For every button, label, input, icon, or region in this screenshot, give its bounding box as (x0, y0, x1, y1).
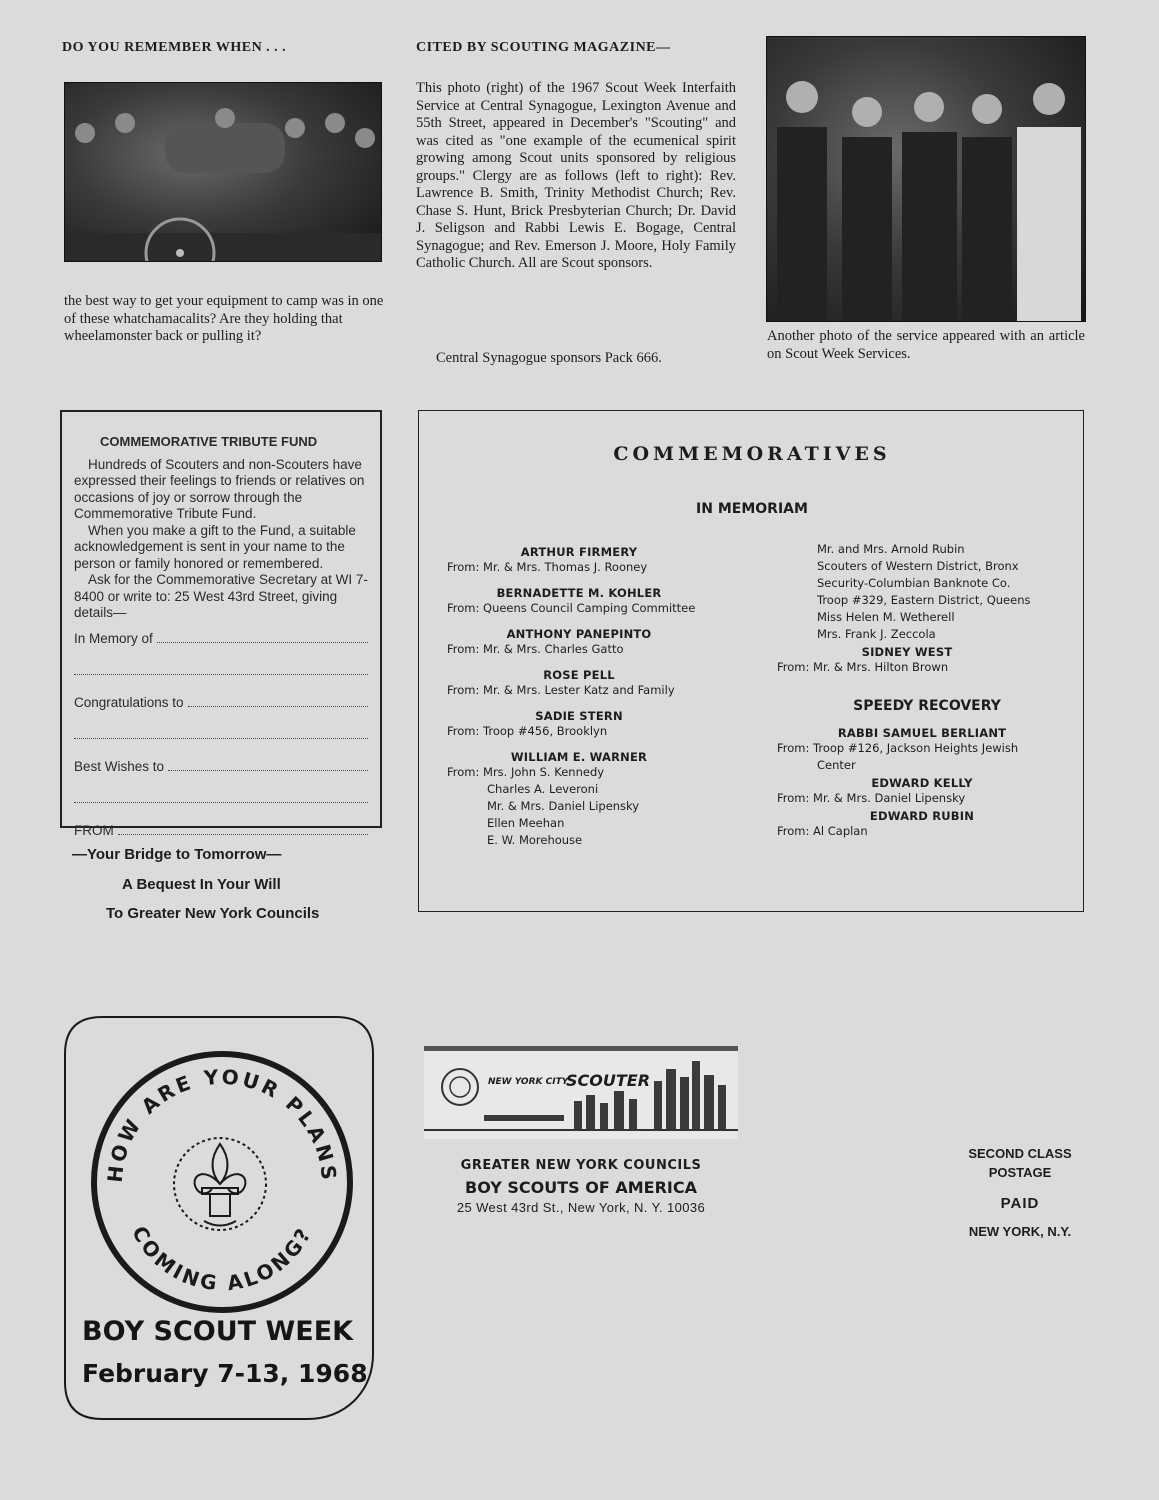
memoriam-name: BERNADETTE M. KOHLER (496, 586, 662, 600)
tribute-para-2: When you make a gift to the Fund, a suitable acknowledgement is sent in your name to the person or family honored or remembered. (74, 522, 356, 571)
clergy-photo (766, 36, 1086, 322)
memoriam-from: From: Mr. & Mrs. Charles Gatto (447, 642, 624, 656)
from-label: FROM (74, 822, 114, 838)
skyline-icon (424, 1051, 738, 1139)
memoriam-name: SIDNEY WEST (861, 645, 953, 659)
masthead-big: SCOUTER (566, 1071, 651, 1090)
memoriam-from: From: Mrs. John S. Kennedy (447, 765, 605, 779)
in-memoriam-title: IN MEMORIAM (696, 501, 808, 517)
org-address: 25 West 43rd St., New York, N. Y. 10036 (456, 1200, 706, 1215)
memoriam-from-extra: Troop #329, Eastern District, Queens (817, 593, 1031, 607)
memoriam-name: SADIE STERN (535, 709, 623, 723)
memoriam-name: ROSE PELL (543, 668, 615, 682)
wagon-photo-art (65, 83, 381, 261)
bequest-line-1: —Your Bridge to Tomorrow— (72, 846, 282, 863)
speedy-recovery-title: SPEEDY RECOVERY (853, 698, 1001, 714)
ring-top-text: HOW ARE YOUR PLANS (102, 1064, 342, 1184)
memoriam-from: From: Mr. & Mrs. Lester Katz and Family (447, 683, 675, 697)
memoriam-name: ANTHONY PANEPINTO (506, 627, 652, 641)
best-wishes-line (74, 758, 368, 782)
memoriam-from-extra: Miss Helen M. Wetherell (817, 610, 955, 624)
memoriam-from-extra: Charles A. Leveroni (487, 782, 599, 796)
ring-lettering (64, 1016, 374, 1316)
poster-title: BOY SCOUT WEEK (82, 1316, 354, 1347)
postage-line-2: POSTAGE (988, 1165, 1052, 1180)
recovery-from-extra: Center (817, 758, 856, 772)
memoriam-right-column (777, 541, 1077, 840)
memoriam-left-column (447, 545, 711, 849)
memoriam-name: ARTHUR FIRMERY (520, 545, 638, 559)
bequest-line-3: To Greater New York Councils (106, 905, 320, 922)
postage-line-1: SECOND CLASS (968, 1146, 1072, 1161)
cited-body: This photo (right) of the 1967 Scout Week Interfaith Service at Central Synagogue, Lexington Avenue and 55th Street, appeared in December's "Scouting" and was cited as "one example of the ecumenical spirit growing among Scout units sponsored by religious groups." Clergy are as follows (left to right): Rev. Lawrence B. Smith, Trinity Methodist Church; Rev. Chase S. Hunt, Brick Presbyterian Church; Dr. David J. Seligson and Rabbi Lewis E. Bogage, Central Synagogue; and Rev. Emerson J. Moore, Holy Family Catholic Church. All are Scout sponsors. (416, 80, 736, 271)
memoriam-from-extra: Mrs. Frank J. Zeccola (817, 627, 936, 641)
memoriam-from: From: Mr. & Mrs. Hilton Brown (777, 660, 949, 674)
svg-text:HOW ARE YOUR PLANS (103, 1065, 342, 1184)
poster-dates: February 7-13, 1968 (82, 1359, 368, 1388)
recovery-from: From: Al Caplan (777, 824, 868, 838)
memoriam-from-extra: Scouters of Western District, Bronx (817, 559, 1019, 573)
from-line (74, 822, 368, 846)
tribute-para-1: Hundreds of Scouters and non-Scouters have expressed their feelings to friends or relatives on occasions of joy or sorrow through the Commemorative Tribute Fund. (74, 456, 365, 521)
in-memory-label: In Memory of (74, 630, 153, 646)
org-line-1: GREATER NEW YORK COUNCILS (460, 1158, 702, 1173)
scouter-masthead (424, 1046, 738, 1139)
memoriam-from-extra: Ellen Meehan (487, 816, 565, 830)
memoriam-from-extra: E. W. Morehouse (487, 833, 583, 847)
wagon-photo (64, 82, 382, 262)
blank-line-3 (74, 790, 368, 814)
congrats-label: Congratulations to (74, 694, 184, 710)
memoriam-from: From: Troop #456, Brooklyn (447, 724, 608, 738)
congrats-line (74, 694, 368, 718)
tribute-title: COMMEMORATIVE TRIBUTE FUND (100, 434, 318, 449)
memoriam-name: WILLIAM E. WARNER (510, 750, 648, 764)
tribute-fund-box (60, 410, 382, 838)
commemoratives-box (418, 410, 1084, 912)
memoriam-from: From: Queens Council Camping Committee (447, 601, 696, 615)
org-line-2: BOY SCOUTS OF AMERICA (465, 1178, 697, 1197)
ring-bottom-text: COMING ALONG? (127, 1221, 317, 1296)
memoriam-from-extra: Mr. and Mrs. Arnold Rubin (817, 542, 965, 556)
clergy-caption: Another photo of the service appeared with an article on Scout Week Services. (767, 328, 1085, 362)
svg-text:COMING ALONG? (127, 1222, 316, 1295)
sponsor-line: Central Synagogue sponsors Pack 666. (436, 350, 662, 366)
clergy-photo-art (767, 37, 1085, 321)
blank-line-1 (74, 662, 368, 686)
cited-heading: CITED BY SCOUTING MAGAZINE— (416, 40, 671, 55)
remember-heading: DO YOU REMEMBER WHEN . . . (62, 40, 287, 55)
scout-week-poster (64, 1016, 374, 1420)
postage-city: NEW YORK, N.Y. (968, 1224, 1072, 1239)
recovery-from: From: Mr. & Mrs. Daniel Lipensky (777, 791, 966, 805)
recovery-from: From: Troop #126, Jackson Heights Jewish (777, 741, 1019, 755)
memoriam-from-extra: Mr. & Mrs. Daniel Lipensky (487, 799, 640, 813)
in-memory-line (74, 630, 368, 654)
memoriam-from: From: Mr. & Mrs. Thomas J. Rooney (447, 560, 648, 574)
memoriam-from-extra: Security-Columbian Banknote Co. (817, 576, 1011, 590)
recovery-name: EDWARD RUBIN (869, 809, 975, 823)
best-wishes-label: Best Wishes to (74, 758, 165, 774)
recovery-name: RABBI SAMUEL BERLIANT (837, 726, 1007, 740)
recovery-name: EDWARD KELLY (871, 776, 973, 790)
masthead-small: NEW YORK CITY (488, 1077, 569, 1087)
blank-line-2 (74, 726, 368, 750)
postage-paid: PAID (1000, 1195, 1040, 1212)
commemoratives-title: COMMEMORATIVES (613, 443, 891, 465)
remember-caption: the best way to get your equipment to camp was in one of these whatchamacalits? Are they holding that wheelamonster back or pulling it? (64, 293, 384, 344)
bequest-line-2: A Bequest In Your Will (122, 876, 281, 893)
tribute-para-3: Ask for the Commemorative Secretary at WI 7-8400 or write to: 25 West 43rd Street, giving details— (74, 572, 368, 620)
